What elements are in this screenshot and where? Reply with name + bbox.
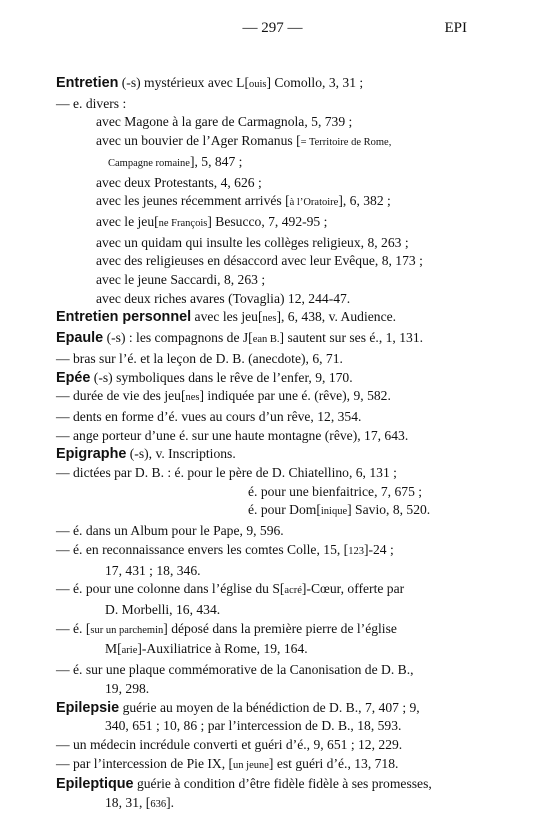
entry-text: 17 (105, 562, 119, 578)
index-line (56, 329, 476, 350)
entry-headword: Entretien (56, 75, 119, 91)
entry-text: , [ (336, 541, 349, 557)
entry-text: — durée de vie des jeu[ (56, 388, 186, 404)
entry-text: avec un bouvier de l’Ager Romanus [ (96, 133, 301, 149)
entry-text: en reconnaissance envers les comtes Colle, (82, 541, 324, 557)
entry-text: ] sautent sur ses (279, 330, 370, 346)
entry-text: , (347, 755, 355, 771)
entry-text: ] indiquée par une (199, 388, 302, 404)
entry-text: , 596. (253, 523, 284, 539)
entry-text: , 263 ; (230, 272, 266, 288)
entry-text: D. Morbelli, (105, 601, 176, 617)
entry-text: ne François (158, 217, 208, 229)
entry-text: , 263 ; (374, 234, 409, 250)
entry-text: — ange porteur d’une (56, 427, 180, 443)
entry-text: inique (320, 506, 348, 518)
entry-text: M[ (105, 641, 122, 657)
index-line (56, 252, 476, 271)
entry-text: avec deux Protestants, (96, 174, 221, 190)
entry-text: é. (179, 427, 189, 443)
entry-text: 9 (315, 369, 323, 385)
entry-text: : (119, 95, 127, 111)
entry-text: avec un quidam qui insulte les collèges religieux, (96, 234, 368, 250)
entry-text: ]-Auxiliatrice à Rome, (137, 641, 264, 657)
entry-text: s (115, 330, 121, 346)
entry-text: un jeune (233, 759, 269, 771)
index-line (56, 580, 476, 601)
entry-text: et la leçon de D. B. (anecdote), (136, 350, 313, 366)
entry-text: 6 (355, 465, 363, 481)
entry-text: — par l’intercession de Pie IX, [ (56, 755, 234, 771)
entry-text: — dictées par D. B. : (56, 465, 175, 481)
entry-text: — un médecin incrédule converti et guéri d’ (56, 736, 298, 752)
entry-text: é. (168, 408, 178, 424)
index-line (56, 601, 476, 620)
entry-text: Inscriptions. (168, 446, 236, 462)
entry-text: dans un Album pour le Pape, (82, 523, 247, 539)
entry-text: , 718. (367, 755, 399, 771)
entry-text: 4 (220, 174, 228, 190)
entry-text: , 651 ; (320, 736, 358, 752)
entry-text: (- (118, 75, 131, 90)
entry-text: 18 (105, 795, 119, 811)
index-line (56, 680, 476, 699)
entry-text: 13 (354, 755, 368, 771)
entry-text: , 346. (169, 562, 201, 578)
index-line (56, 408, 476, 427)
entry-text: , 492-95 ; (274, 213, 328, 229)
index-line (56, 74, 476, 95)
entry-text: ] Savio, (347, 502, 393, 518)
index-line (56, 794, 476, 815)
index-line (56, 350, 476, 369)
entry-headword: Epaule (56, 330, 104, 347)
index-line (56, 174, 476, 193)
entry-text: , 244-47. (301, 290, 351, 306)
entry-text: ouis (248, 79, 267, 90)
entry-text: 6 (349, 193, 357, 209)
entry-text: avec le jeu[ (96, 213, 159, 229)
running-head: EPI (444, 20, 467, 36)
index-line (56, 661, 476, 680)
entry-text: ean B. (252, 334, 280, 346)
entry-text: 6 (287, 309, 295, 325)
entry-text: , 173 ; (388, 253, 423, 269)
entry-text: s (102, 369, 109, 385)
entry-text: , 739 ; (317, 114, 353, 130)
entry-text: (-s), v. (126, 446, 169, 462)
index-line (56, 755, 476, 776)
entry-text: ]-24 ; (363, 541, 394, 557)
index-line (56, 271, 476, 290)
index-line (56, 113, 476, 132)
entry-text: , (416, 699, 420, 715)
entry-text: é. (127, 350, 137, 366)
index-entries (56, 74, 476, 815)
entry-text: — (56, 662, 73, 678)
entry-text: é. (73, 523, 83, 539)
entry-text: 123 (348, 545, 364, 557)
entry-text: , 593. (370, 718, 402, 734)
entry-text: , 675 ; (387, 483, 423, 499)
entry-text: Audience. (340, 309, 397, 325)
entry-text: ) : les compagnons de J[ (120, 330, 253, 346)
entry-text: 9 (409, 699, 417, 715)
entry-text: avec les jeunes récemment arrivés [ (96, 193, 290, 209)
entry-text: guérie à condition d’être fidèle fidèle à ses promesses, (133, 776, 432, 792)
index-line (56, 427, 476, 446)
entry-text: , 131 ; (362, 465, 397, 481)
index-line (56, 699, 476, 718)
entry-text: 18 (357, 718, 371, 734)
entry-text: 12 (287, 290, 302, 306)
index-line (56, 308, 476, 329)
index-line (56, 234, 476, 253)
entry-text: , 354. (330, 408, 362, 424)
entry-text: 10 (163, 718, 177, 734)
entry-text: 8 (381, 253, 389, 269)
entry-text: 636 (150, 799, 167, 811)
entry-text: , 643. (377, 427, 409, 443)
entry-text: é. (73, 620, 83, 636)
entry-text: , 582. (360, 388, 391, 404)
entry-text: nes (262, 313, 277, 325)
entry-text: avec les jeu[ (191, 309, 263, 325)
entry-text: é. (248, 483, 258, 499)
entry-text: , 431 ; (118, 562, 157, 578)
entry-text: 9 (353, 388, 361, 404)
entry-text: é. (248, 502, 258, 518)
entry-text: 5 (311, 114, 318, 130)
entry-text: 9 (313, 736, 321, 752)
entry-text: sur un parchemin (90, 624, 164, 636)
index-line (56, 717, 476, 736)
index-line (56, 775, 476, 794)
entry-text: 12 (317, 408, 331, 424)
entry-text: — (56, 523, 73, 539)
entry-text: ], (338, 193, 350, 209)
entry-text: ] est guéri d’ (268, 755, 338, 771)
entry-text: , 438, v. (294, 309, 341, 325)
entry-text: sur une plaque commémorative de la Canonisation de D. B., (82, 662, 414, 678)
entry-text: à l’Oratoire (289, 197, 339, 209)
entry-text: ], (189, 153, 202, 169)
entry-text: pour Dom[ (257, 502, 321, 518)
entry-text: e. divers (73, 95, 120, 111)
entry-text: , 847 ; (208, 153, 243, 169)
index-line (56, 387, 476, 408)
entry-text: , 382 ; (356, 193, 391, 209)
entry-text: 18 (156, 562, 170, 578)
entry-text: avec deux riches avares (Tovaglia) (96, 290, 288, 306)
entry-text: — (56, 620, 73, 636)
entry-text: , (306, 736, 314, 752)
entry-text: nes (185, 392, 200, 404)
entry-text: pour une bienfaitrice, (257, 483, 381, 499)
entry-headword: Epigraphe (56, 446, 127, 463)
entry-text: [ (82, 620, 91, 636)
entry-text: s (130, 75, 137, 90)
entry-text: — (56, 541, 73, 557)
entry-text: 8 (392, 502, 400, 518)
entry-text: ], (276, 309, 288, 325)
entry-text: é. (297, 736, 307, 752)
entry-headword: Entretien personnel (56, 309, 192, 326)
entry-text: avec des religieuses en désaccord avec leur Evêque, (96, 253, 382, 269)
entry-text: é. (301, 388, 311, 404)
entry-headword: Epileptique (56, 776, 134, 793)
index-line (56, 445, 476, 464)
index-line (56, 640, 476, 661)
entry-text: é. (73, 581, 83, 597)
index-line (56, 192, 476, 213)
entry-text: ] Comollo, (266, 75, 329, 90)
entry-text: 7 (364, 699, 372, 715)
entry-text: , 520. (399, 502, 431, 518)
entry-text: 7 (268, 213, 275, 229)
entry-text: , 131. (392, 330, 424, 346)
entry-text: é. (174, 465, 184, 481)
entry-text: 8 (367, 234, 375, 250)
entry-text: 16 (175, 601, 190, 617)
index-line (56, 290, 476, 309)
entry-text: sur une haute montagne (rêve), (188, 427, 365, 443)
entry-text: pour le père de D. Chiatellino, (183, 465, 356, 481)
entry-text: acré (284, 585, 302, 597)
index-line (56, 95, 476, 114)
entry-text: 19 (263, 641, 278, 657)
index-line (56, 369, 476, 388)
entry-text: 9 (246, 523, 254, 539)
index-line (56, 522, 476, 541)
entry-text: , 31 ; (335, 75, 364, 90)
entry-text: — (56, 581, 73, 597)
entry-text: pour une colonne dans l’église du S[ (82, 581, 285, 597)
index-line (56, 153, 476, 174)
entry-text: , 71. (319, 350, 343, 366)
index-line (56, 464, 476, 483)
index-line (56, 213, 476, 234)
entry-text: 5 (201, 153, 209, 169)
entry-text: 15 (323, 541, 337, 557)
entry-text: , 229. (371, 736, 403, 752)
entry-text: guérie au moyen de la bénédiction de D. B., (119, 699, 365, 715)
entry-text: , 86 ; par l’intercession de D. B., (176, 718, 358, 734)
entry-text: avec Magone à la gare de Carmagnola, (96, 114, 312, 130)
entry-text: vues au cours d’un rêve, (177, 408, 318, 424)
index-line (56, 501, 476, 522)
entry-text: 19 (105, 680, 119, 696)
entry-text: arie (121, 645, 138, 657)
entry-text: é. (369, 330, 379, 346)
entry-text: — (56, 95, 73, 111)
entry-text: (rêve), (310, 388, 354, 404)
entry-text: Campagne romaine (108, 157, 190, 169)
entry-text: 7 (380, 483, 388, 499)
index-line (56, 736, 476, 755)
entry-text: 6 (312, 350, 320, 366)
entry-text: (- (90, 369, 103, 385)
entry-text: ]. (166, 795, 174, 811)
entry-text: 3 (328, 75, 336, 90)
entry-text: 12 (358, 736, 372, 752)
entry-text: é. (73, 541, 83, 557)
entry-text: é. (73, 662, 83, 678)
entry-text: , (378, 330, 386, 346)
entry-text: ]-Cœur, offerte par (301, 581, 405, 597)
entry-text: ) mystérieux avec L[ (136, 75, 249, 90)
page-header (0, 20, 545, 40)
entry-text: — dents en forme d’ (56, 408, 169, 424)
index-line (56, 562, 476, 581)
entry-text: é. (338, 755, 348, 771)
entry-text: 340, 651 ; (105, 718, 164, 734)
index-line (56, 541, 476, 562)
entry-text: ] Besucco, (207, 213, 269, 229)
entry-text: , 626 ; (227, 174, 262, 190)
entry-text: — bras sur l’ (56, 350, 128, 366)
entry-text: , 298. (118, 680, 150, 696)
entry-text: 1 (385, 330, 393, 346)
entry-text: ) symboliques dans le rêve de l’enfer, (108, 369, 316, 385)
entry-text: , 407 ; (371, 699, 410, 715)
entry-text: , 164. (277, 641, 308, 657)
entry-headword: Epilepsie (56, 699, 120, 716)
entry-text: , 31, [ (118, 795, 151, 811)
entry-text: 17 (364, 427, 378, 443)
entry-text: = Territoire de Rome, (300, 137, 392, 149)
entry-text: ] déposé dans la première pierre de l’église (163, 620, 397, 636)
entry-text: avec le jeune Saccardi, (96, 272, 224, 288)
index-line (56, 132, 476, 153)
index-line (56, 483, 476, 502)
index-line (56, 620, 476, 641)
entry-text: (- (103, 330, 116, 346)
entry-text: 8 (223, 272, 231, 288)
entry-headword: Epée (56, 369, 91, 386)
entry-text: , 434. (189, 601, 221, 617)
entry-text: , 170. (322, 369, 353, 385)
page-number: — 297 — (242, 20, 303, 36)
